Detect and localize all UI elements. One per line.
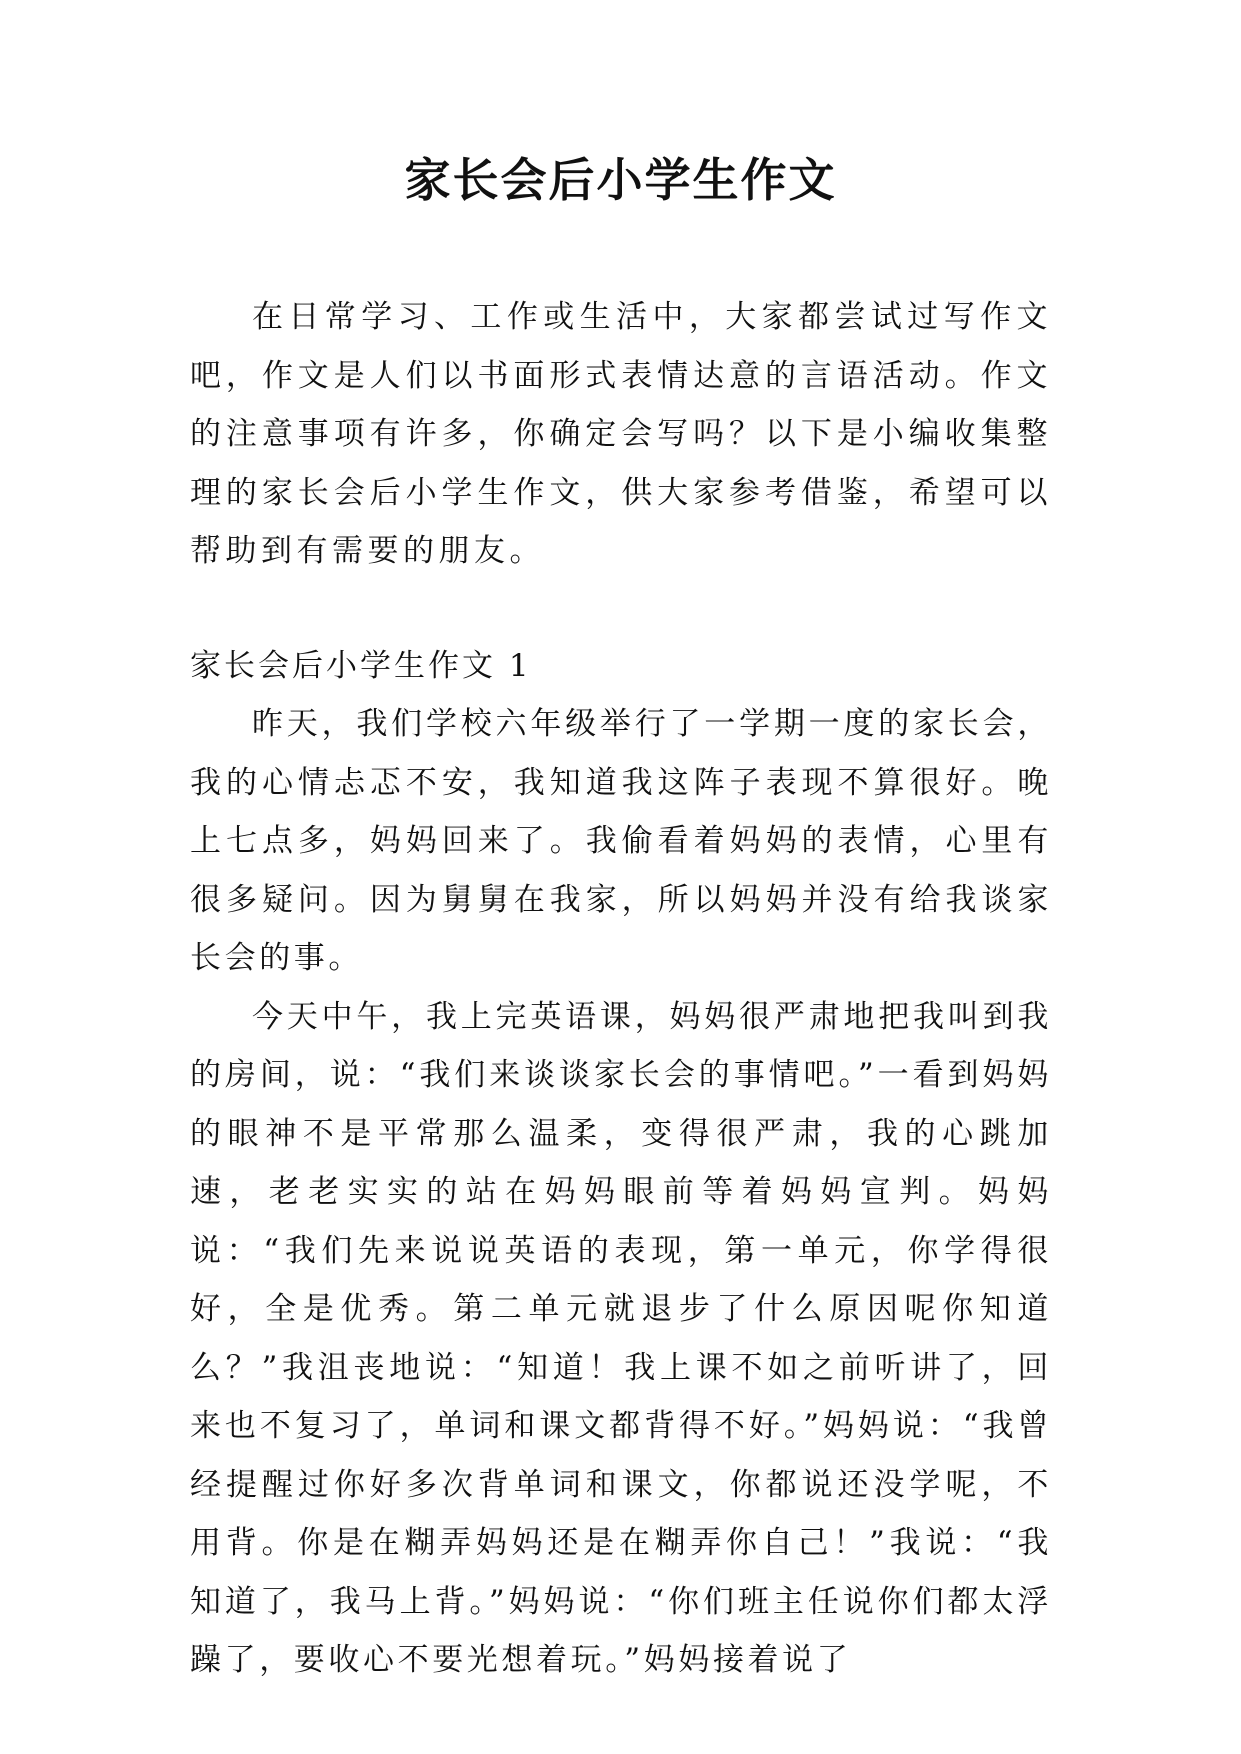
document-title: 家长会后小学生作文 <box>404 153 837 207</box>
section-heading: 家长会后小学生作文 1 <box>190 648 532 684</box>
body-paragraph: 今天中午，我上完英语课，妈妈很严肃地把我叫到我的房间，说：“我们来谈谈家长会的事情吧。”一看到妈妈的眼神不是平常那么温柔，变得很严肃，我的心跳加速，老老实实的站在妈妈眼前等着妈妈宣判。妈妈说：“我们先来说说英语的表现，第一单元，你学得很好，全是优秀。第二单元就退步了什么原因呢你知道么？”我沮丧地说：“知道！我上课不如之前听讲了，回来也不复习了，单词和课文都背得不好。”妈妈说：“我曾经提醒过你好多次背单词和课文，你都说还没学呢，不用背。你是在糊弄妈妈还是在糊弄你自己！”我说：“我知道了，我马上背。”妈妈说：“你们班主任说你们都太浮躁了，要收心不要光想着玩。”妈妈接着说了 <box>190 998 1052 1678</box>
section-body <box>190 695 1052 1690</box>
body-paragraph: 昨天，我们学校六年级举行了一学期一度的家长会，我的心情忐忑不安，我知道我这阵子表现不算很好。晚上七点多，妈妈回来了。我偷看着妈妈的表情，心里有很多疑问。因为舅舅在我家，所以妈妈并没有给我谈家长会的事。 <box>190 706 1052 976</box>
intro-paragraph: 在日常学习、工作或生活中，大家都尝试过写作文吧，作文是人们以书面形式表情达意的言语活动。作文的注意事项有许多，你确定会写吗？以下是小编收集整理的家长会后小学生作文，供大家参考借鉴，希望可以帮助到有需要的朋友。 <box>190 299 1052 569</box>
